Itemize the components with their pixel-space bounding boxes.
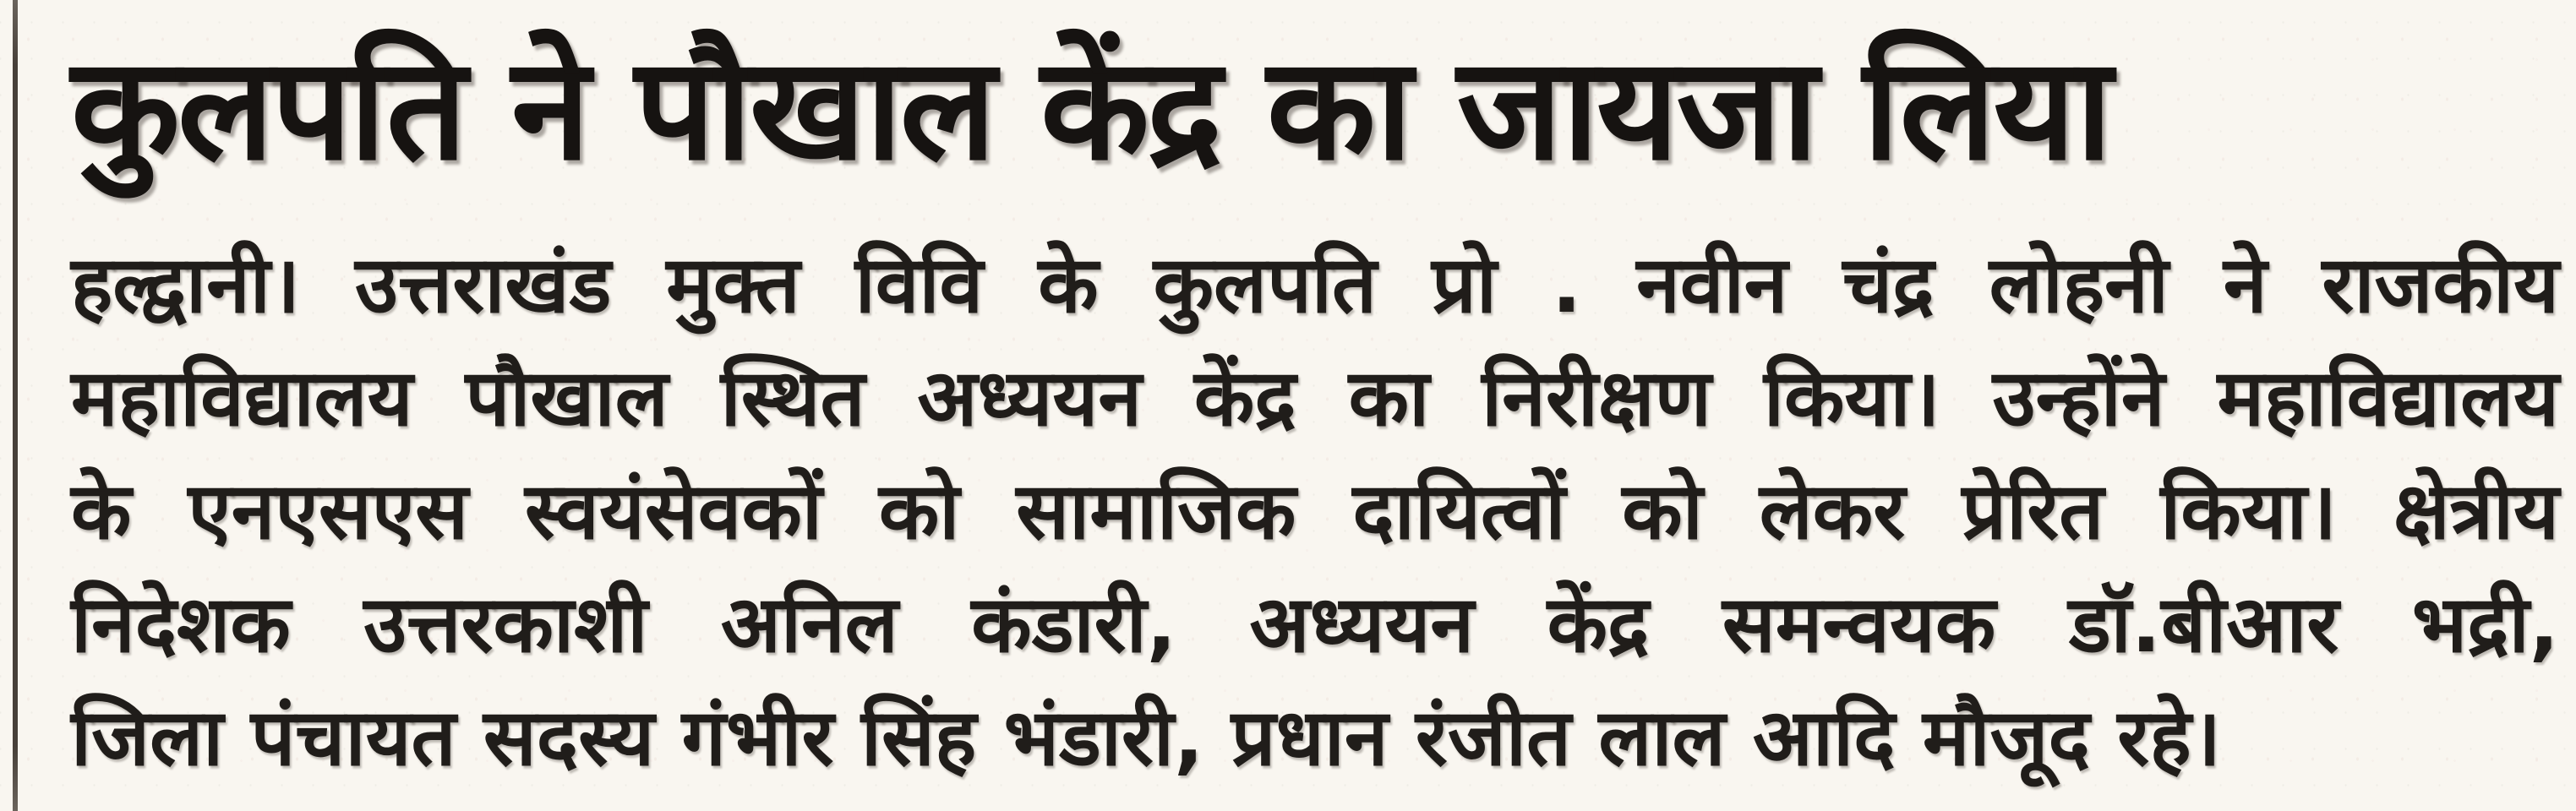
headline: कुलपति ने पौखाल केंद्र का जायजा लिया (71, 25, 2110, 192)
body-line-1: हल्द्वानी। उत्तराखंड मुक्त विवि के कुलपति प्रो . नवीन चंद्र लोहनी ने राजकीय (71, 239, 2559, 330)
body-line-5: जिला पंचायत सदस्य गंभीर सिंह भंडारी, प्रधान रंजीत लाल आदि मौजूद रहे। (71, 692, 2221, 783)
column-divider-rule (13, 0, 18, 811)
body-line-4: निदेशक उत्तरकाशी अनिल कंडारी, अध्ययन केंद्र समन्वयक डॉ.बीआर भद्री, (71, 579, 2559, 670)
article-body (71, 228, 2559, 794)
body-line-3: के एनएसएस स्वयंसेवकों को सामाजिक दायित्वों को लेकर प्रेरित किया। क्षेत्रीय (71, 465, 2559, 557)
body-line-2: महाविद्यालय पौखाल स्थित अध्ययन केंद्र का निरीक्षण किया। उन्होंने महाविद्यालय (71, 352, 2559, 444)
